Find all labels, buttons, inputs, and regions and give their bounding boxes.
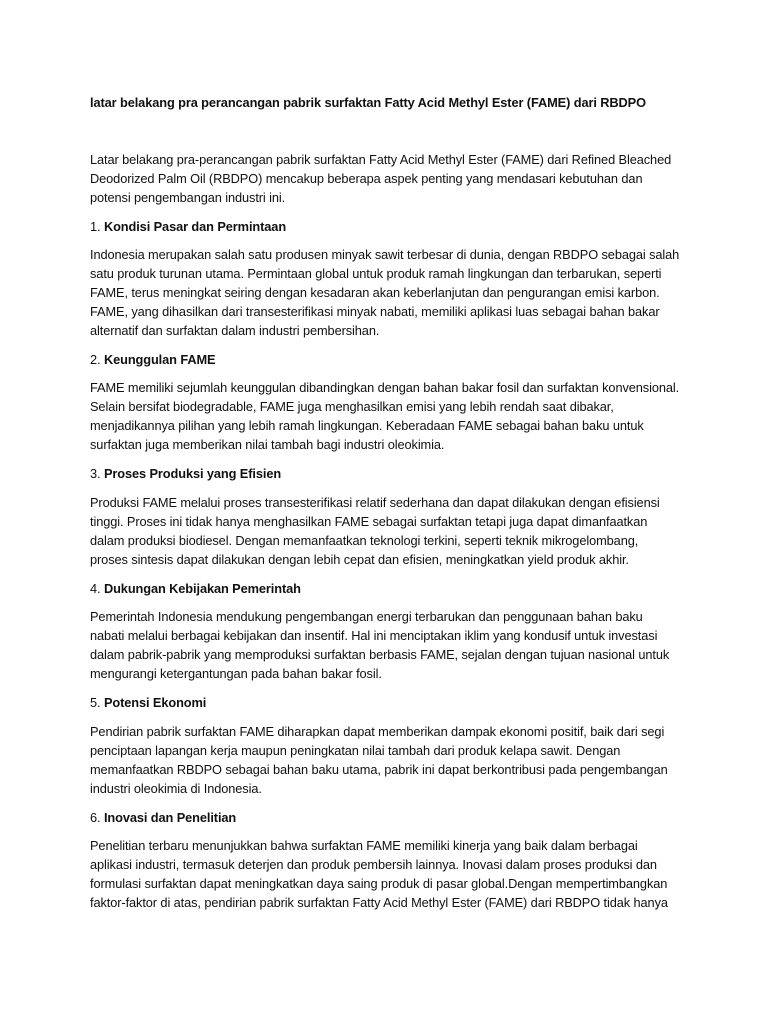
text-line: alternatif dan surfaktan dalam industri pembersihan. <box>90 323 380 338</box>
text-line: faktor-faktor di atas, pendirian pabrik surfaktan Fatty Acid Methyl Ester (FAME) dari RBDPO tidak hanya <box>90 895 668 910</box>
text-line: tinggi. Proses ini tidak hanya menghasilkan FAME sebagai surfaktan tetapi juga dapat dimanfaatkan <box>90 514 648 529</box>
section-number: 6. <box>90 810 104 825</box>
text-line: Penelitian terbaru menunjukkan bahwa surfaktan FAME memiliki kinerja yang baik dalam berbagai <box>90 838 638 853</box>
text-line: aplikasi industri, termasuk deterjen dan produk pembersih lainnya. Inovasi dalam proses produksi dan <box>90 857 657 872</box>
section-paragraph-5 <box>90 722 700 798</box>
text-line: memanfaatkan RBDPO sebagai bahan baku utama, pabrik ini dapat berkontribusi pada pengembangan <box>90 762 668 777</box>
text-line: dalam produksi biodiesel. Dengan memanfaatkan teknologi terkini, seperti teknik mikrogelombang, <box>90 533 639 548</box>
text-line: potensi pengembangan industri ini. <box>90 190 286 205</box>
section-title: Dukungan Kebijakan Pemerintah <box>103 581 301 596</box>
section-number: 3. <box>90 466 104 481</box>
text-line: surfaktan juga memberikan nilai tambah bagi industri oleokimia. <box>90 437 445 452</box>
text-line: penciptaan lapangan kerja maupun peningkatan nilai tambah dari produk kelapa sawit. Dengan <box>90 743 621 758</box>
section-paragraph-4 <box>90 607 700 683</box>
section-title: Kondisi Pasar dan Permintaan <box>103 219 287 234</box>
section-heading-2 <box>90 350 700 369</box>
section-paragraph-6 <box>90 836 700 912</box>
text-line: mengurangi ketergantungan pada bahan bakar fosil. <box>90 666 382 681</box>
section-heading-5 <box>90 693 700 712</box>
section-number: 5. <box>90 695 104 710</box>
section-title: Keunggulan FAME <box>103 352 216 367</box>
section-number: 1. <box>90 219 104 234</box>
text-line: formulasi surfaktan dapat meningkatkan daya saing produk di pasar global.Dengan mempertimbangkan <box>90 876 668 891</box>
text-line: industri oleokimia di Indonesia. <box>90 781 262 796</box>
text-line: FAME, terus meningkat seiring dengan kesadaran akan keberlanjutan dan pengurangan emisi karbon. <box>90 285 660 300</box>
text-line: dalam pabrik-pabrik yang memproduksi surfaktan berbasis FAME, sejalan dengan tujuan nasional untuk <box>90 647 670 662</box>
section-heading-4 <box>90 579 700 598</box>
text-line: Produksi FAME melalui proses transesterifikasi relatif sederhana dan dapat dilakukan dengan efisiensi <box>90 495 660 510</box>
text-line: satu produk turunan utama. Permintaan global untuk produk ramah lingkungan dan terbarukan, seperti <box>90 266 662 281</box>
section-paragraph-2 <box>90 378 700 454</box>
section-number: 2. <box>90 352 104 367</box>
text-line: Deodorized Palm Oil (RBDPO) mencakup beberapa aspek penting yang mendasari kebutuhan dan <box>90 171 643 186</box>
text-line: menjadikannya pilihan yang lebih ramah lingkungan. Keberadaan FAME sebagai bahan baku untuk <box>90 418 644 433</box>
text-line: proses sintesis dapat dilakukan dengan lebih cepat dan efisien, meningkatkan yield produk akhir. <box>90 552 629 567</box>
section-paragraph-1 <box>90 245 700 340</box>
section-paragraph-3 <box>90 493 700 569</box>
intro-paragraph <box>90 150 700 207</box>
text-line: Pemerintah Indonesia mendukung pengembangan energi terbarukan dan penggunaan bahan baku <box>90 609 643 624</box>
section-title: Potensi Ekonomi <box>103 695 207 710</box>
section-number: 4. <box>90 581 104 596</box>
text-line: Indonesia merupakan salah satu produsen minyak sawit terbesar di dunia, dengan RBDPO sebagai salah <box>90 247 680 262</box>
section-title: Inovasi dan Penelitian <box>103 810 237 825</box>
text-line: Pendirian pabrik surfaktan FAME diharapkan dapat memberikan dampak ekonomi positif, baik dari segi <box>90 724 665 739</box>
section-heading-6 <box>90 808 700 827</box>
text-line: Latar belakang pra-perancangan pabrik surfaktan Fatty Acid Methyl Ester (FAME) dari Refined Bleached <box>90 152 672 167</box>
text-line: FAME memiliki sejumlah keunggulan dibandingkan dengan bahan bakar fosil dan surfaktan konvensional. <box>90 380 680 395</box>
text-line: Selain bersifat biodegradable, FAME juga menghasilkan emisi yang lebih rendah saat dibakar, <box>90 399 614 414</box>
section-heading-3 <box>90 464 700 483</box>
text-line: FAME, yang dihasilkan dari transesterifikasi minyak nabati, memiliki aplikasi luas sebagai bahan bakar <box>90 304 660 319</box>
text-line: nabati melalui berbagai kebijakan dan insentif. Hal ini menciptakan iklim yang kondusif untuk investasi <box>90 628 658 643</box>
section-heading-1 <box>90 217 700 236</box>
document-title: latar belakang pra perancangan pabrik surfaktan Fatty Acid Methyl Ester (FAME) dari RBDPO <box>90 95 646 110</box>
section-title: Proses Produksi yang Efisien <box>103 466 282 481</box>
